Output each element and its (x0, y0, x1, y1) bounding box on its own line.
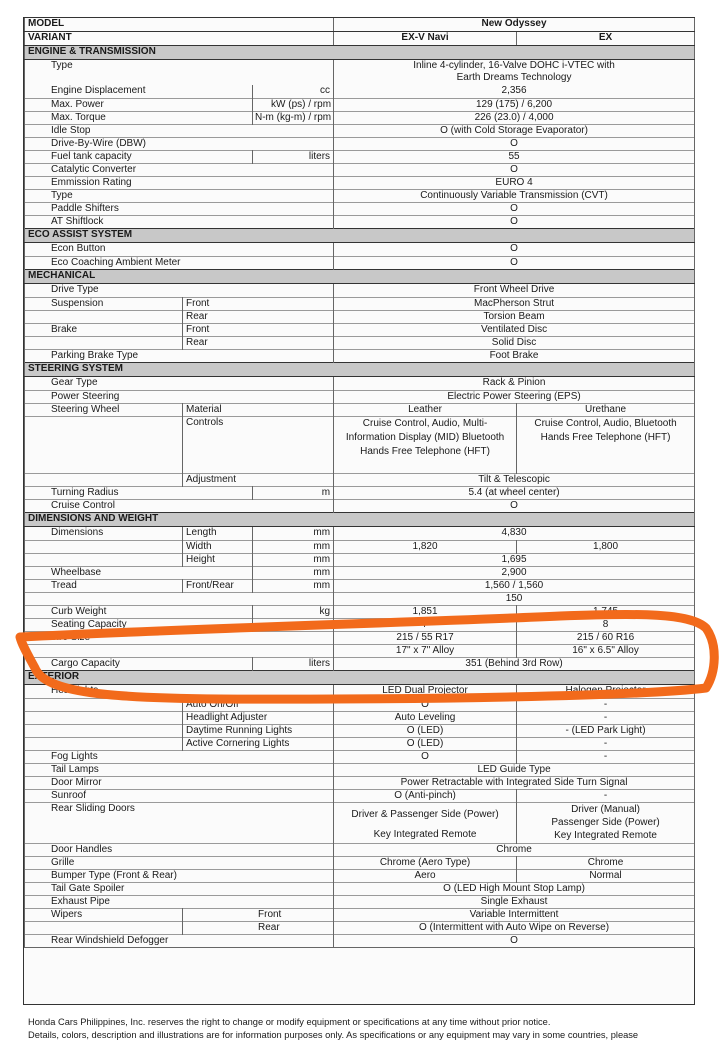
drive-label: Drive Type (25, 284, 334, 298)
tail-label: Tail Lamps (25, 764, 334, 777)
spoiler-value: O (LED High Mount Stop Lamp) (334, 883, 695, 896)
seat-v1: 7 (334, 619, 517, 632)
power-value: 129 (175) / 6,200 (334, 99, 695, 112)
spoiler-label: Tail Gate Spoiler (25, 883, 334, 896)
susp-label: Suspension (25, 298, 183, 311)
material-v1: Leather (334, 404, 517, 417)
variant-label: VARIANT (25, 32, 334, 46)
tire-label: Tire Size (25, 632, 334, 645)
cargo-unit: liters (253, 658, 334, 671)
section-eco: ECO ASSIST SYSTEM (25, 229, 695, 243)
length-label: Length (183, 527, 253, 541)
drl-v1: O (LED) (334, 725, 517, 738)
mirror-value: Power Retractable with Integrated Side Turn Signal (334, 777, 695, 790)
brake-front-label: Front (183, 324, 334, 337)
exhaust-label: Exhaust Pipe (25, 896, 334, 909)
radius-unit: m (253, 487, 334, 500)
curb-unit: kg (253, 606, 334, 619)
width-v1: 1,820 (334, 541, 517, 554)
model-label: MODEL (25, 18, 334, 32)
mirror-label: Door Mirror (25, 777, 334, 790)
susp-rear-label: Rear (183, 311, 334, 324)
fuel-label: Fuel tank capacity (25, 151, 253, 164)
idle-label: Idle Stop (25, 125, 334, 138)
bumper-v1: Aero (334, 870, 517, 883)
material-v2: Urethane (517, 404, 695, 417)
variant-1: EX-V Navi (334, 32, 517, 46)
sunroof-label: Sunroof (25, 790, 334, 803)
adjuster-label: Headlight Adjuster (183, 712, 334, 725)
sliding-v2-line3: Key Integrated Remote (554, 830, 657, 841)
wipers-front-label: Front (183, 909, 334, 922)
power-label: Max. Power (25, 99, 253, 112)
susp-front-label: Front (183, 298, 334, 311)
ground-value: 150 (334, 593, 695, 606)
cat-label: Catalytic Converter (25, 164, 334, 177)
fog-label: Fog Lights (25, 751, 334, 764)
sliding-label: Rear Sliding Doors (25, 803, 334, 844)
section-engine: ENGINE & TRANSMISSION (25, 46, 695, 60)
cruise-value: O (334, 500, 695, 513)
controls-label: Controls (183, 417, 334, 474)
grille-v2: Chrome (517, 857, 695, 870)
section-dimensions: DIMENSIONS AND WEIGHT (25, 513, 695, 527)
adjuster-v1: Auto Leveling (334, 712, 517, 725)
disclaimer (28, 1016, 718, 1042)
fog-v2: - (517, 751, 695, 764)
dbw-value: O (334, 138, 695, 151)
model-value: New Odyssey (334, 18, 695, 32)
ps-label: Power Steering (25, 391, 334, 404)
gear-label: Gear Type (25, 377, 334, 391)
bumper-v2: Normal (517, 870, 695, 883)
disclaimer-line2: Details, colors, description and illustrations are for information purposes only. As specifications or any equipment may vary in some countries, please (28, 1030, 639, 1040)
auto-v2: - (517, 699, 695, 712)
width-v2: 1,800 (517, 541, 695, 554)
spec-table (24, 18, 695, 948)
curb-v1: 1,851 (334, 606, 517, 619)
height-value: 1,695 (334, 554, 695, 567)
auto-v1: O (334, 699, 517, 712)
fog-v1: O (334, 751, 517, 764)
grille-v1: Chrome (Aero Type) (334, 857, 517, 870)
trans-label: Type (25, 190, 334, 203)
height-unit: mm (253, 554, 334, 567)
fuel-unit: liters (253, 151, 334, 164)
fuel-value: 55 (334, 151, 695, 164)
drl-v2: - (LED Park Light) (517, 725, 695, 738)
adjuster-v2: - (517, 712, 695, 725)
height-label: Height (183, 554, 253, 567)
curb-v2: 1,745 (517, 606, 695, 619)
engine-type-value: Inline 4-cylinder, 16-Valve DOHC i-VTEC with Earth Dreams Technology (334, 60, 695, 86)
gear-value: Rack & Pinion (334, 377, 695, 391)
tread-unit: mm (253, 580, 334, 593)
auto-label: Auto On/Off (183, 699, 334, 712)
width-label: Width (183, 541, 253, 554)
defog-label: Rear Windshield Defogger (25, 935, 334, 948)
tire-v2: 215 / 60 R16 (517, 632, 695, 645)
shiftlock-label: AT Shiftlock (25, 216, 334, 229)
wheel-v2: 16" x 6.5" Alloy (517, 645, 695, 658)
radius-label: Turning Radius (25, 487, 253, 500)
emission-value: EURO 4 (334, 177, 695, 190)
tail-value: LED Guide Type (334, 764, 695, 777)
idle-value: O (with Cold Storage Evaporator) (334, 125, 695, 138)
wheel-v1: 17" x 7" Alloy (334, 645, 517, 658)
torque-label: Max. Torque (25, 112, 253, 125)
section-exterior: EXTERIOR (25, 671, 695, 685)
exhaust-value: Single Exhaust (334, 896, 695, 909)
length-unit: mm (253, 527, 334, 541)
adj-value: Tilt & Telescopic (334, 474, 695, 487)
spec-sheet (23, 17, 695, 1005)
grille-label: Grille (25, 857, 334, 870)
drl-label: Daytime Running Lights (183, 725, 334, 738)
disclaimer-line1: Honda Cars Philippines, Inc. reserves the right to change or modify equipment or specifications at any time without prior notice. (28, 1017, 551, 1027)
emission-label: Emmission Rating (25, 177, 334, 190)
coach-value: O (334, 257, 695, 270)
adj-label: Adjustment (183, 474, 334, 487)
width-unit: mm (253, 541, 334, 554)
power-unit: kW (ps) / rpm (253, 99, 334, 112)
tread-value: 1,560 / 1,560 (334, 580, 695, 593)
cargo-value: 351 (Behind 3rd Row) (334, 658, 695, 671)
tread-label: Tread (25, 580, 183, 593)
head-v1: LED Dual Projector (334, 685, 517, 699)
seat-v2: 8 (517, 619, 695, 632)
wheelbase-label: Wheelbase (25, 567, 253, 580)
trans-value: Continuously Variable Transmission (CVT) (334, 190, 695, 203)
section-mechanical: MECHANICAL (25, 270, 695, 284)
length-value: 4,830 (334, 527, 695, 541)
torque-unit: N-m (kg-m) / rpm (253, 112, 334, 125)
radius-value: 5.4 (at wheel center) (334, 487, 695, 500)
cat-value: O (334, 164, 695, 177)
brake-rear-label: Rear (183, 337, 334, 350)
wipers-rear-value: O (Intermittent with Auto Wipe on Reverse) (334, 922, 695, 935)
econ-value: O (334, 243, 695, 257)
sunroof-v1: O (Anti-pinch) (334, 790, 517, 803)
susp-rear-value: Torsion Beam (334, 311, 695, 324)
engine-type-label: Type (25, 60, 334, 86)
head-v2: Halogen Projector (517, 685, 695, 699)
wipers-rear-label: Rear (183, 922, 334, 935)
bumper-label: Bumper Type (Front & Rear) (25, 870, 334, 883)
torque-value: 226 (23.0) / 4,000 (334, 112, 695, 125)
drive-value: Front Wheel Drive (334, 284, 695, 298)
park-label: Parking Brake Type (25, 350, 334, 363)
section-steering: STEERING SYSTEM (25, 363, 695, 377)
acl-label: Active Cornering Lights (183, 738, 334, 751)
dbw-label: Drive-By-Wire (DBW) (25, 138, 334, 151)
handles-value: Chrome (334, 844, 695, 857)
model-row (25, 18, 695, 32)
disp-label: Engine Displacement (25, 85, 253, 99)
wipers-label: Wipers (25, 909, 183, 922)
susp-front-value: MacPherson Strut (334, 298, 695, 311)
acl-v1: O (LED) (334, 738, 517, 751)
cruise-label: Cruise Control (25, 500, 334, 513)
seat-label: Seating Capacity (25, 619, 253, 632)
brake-label: Brake (25, 324, 183, 337)
controls-v2: Cruise Control, Audio, Bluetooth Hands Free Telephone (HFT) (517, 417, 695, 474)
material-label: Material (183, 404, 334, 417)
tire-v1: 215 / 55 R17 (334, 632, 517, 645)
wheelbase-value: 2,900 (334, 567, 695, 580)
brake-front-value: Ventilated Disc (334, 324, 695, 337)
paddle-label: Paddle Shifters (25, 203, 334, 216)
cargo-label: Cargo Capacity (25, 658, 253, 671)
park-value: Foot Brake (334, 350, 695, 363)
disp-unit: cc (253, 85, 334, 99)
variant-2: EX (517, 32, 695, 46)
controls-v1: Cruise Control, Audio, Multi-Information Display (MID) Bluetooth Hands Free Telephone (HFT) (334, 417, 517, 474)
sliding-v2-line1: Driver (Manual) (571, 804, 640, 815)
sliding-v1-line2: Key Integrated Remote (373, 829, 477, 840)
coach-label: Eco Coaching Ambient Meter (25, 257, 334, 270)
curb-label: Curb Weight (25, 606, 253, 619)
paddle-value: O (334, 203, 695, 216)
variant-row (25, 32, 695, 46)
sliding-v2-line2: Passenger Side (Power) (551, 817, 660, 828)
brake-rear-value: Solid Disc (334, 337, 695, 350)
wheelbase-unit: mm (253, 567, 334, 580)
handles-label: Door Handles (25, 844, 334, 857)
disp-value: 2,356 (334, 85, 695, 99)
defog-value: O (334, 935, 695, 948)
acl-v2: - (517, 738, 695, 751)
sunroof-v2: - (517, 790, 695, 803)
ps-value: Electric Power Steering (EPS) (334, 391, 695, 404)
sliding-v1-line1: Driver & Passenger Side (Power) (351, 809, 499, 820)
wheel-label: Steering Wheel (25, 404, 183, 417)
econ-label: Econ Button (25, 243, 334, 257)
dims-label: Dimensions (25, 527, 183, 541)
tread-sub-label: Front/Rear (183, 580, 253, 593)
shiftlock-value: O (334, 216, 695, 229)
head-label: Headlights (25, 685, 334, 699)
seat-unit: persons (253, 619, 334, 632)
wipers-front-value: Variable Intermittent (334, 909, 695, 922)
